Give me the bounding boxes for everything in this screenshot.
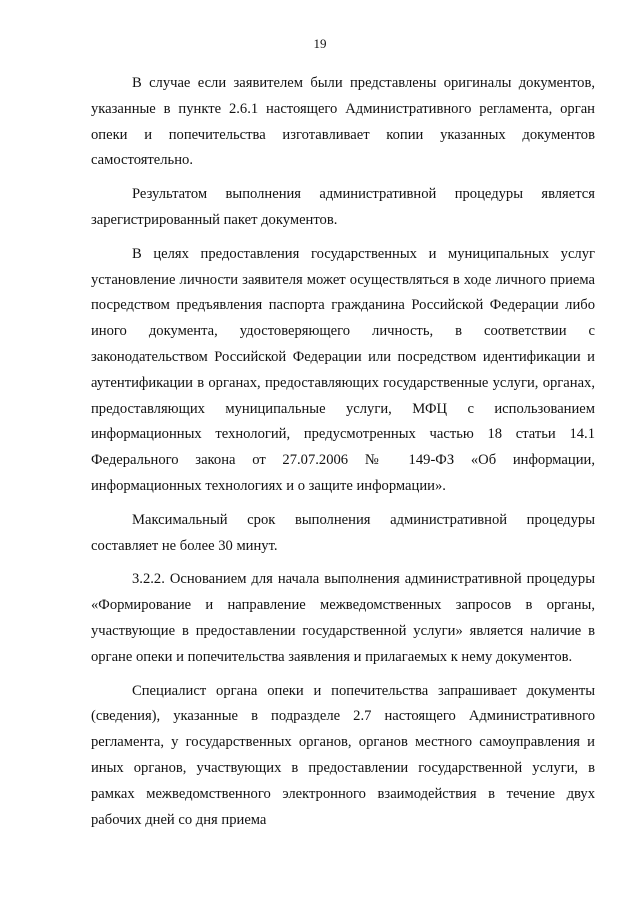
paragraph-interagency-requests: Специалист органа опеки и попечительства запрашивает документы (сведения), указанные в подразделе 2.7 настоящего Административного регламента, у государственных органов, органов местного самоуправления и иных органов, участвующих в предоставлении государственной услуги, в рамках межведомственного электронного взаимодействия в течение двух рабочих дней со дня приема [91,682,595,828]
paragraph-copies-of-originals: В случае если заявителем были представлены оригиналы документов, указанные в пункте 2.6.1 настоящего Административного регламента, орган опеки и попечительства изготавливает копии указанных документов самостоятельно. [91,75,595,169]
page-number: 19 [313,36,327,51]
paragraph-section-3-2-2: 3.2.2. Основанием для начала выполнения административной процедуры «Формирование и направление межведомственных запросов в органы, участвующие в предоставлении государственной услуги» является наличие в органе опеки и попечительства заявления и прилагаемых к нему документов. [91,571,595,665]
paragraph-identity-verification: В целях предоставления государственных и муниципальных услуг установление личности заявителя может осуществляться в ходе личного приема посредством предъявления паспорта гражданина Российской Федерации либо иного документа, удостоверяющего личность, в соответствии с законодательством Российской Федерации или посредством идентификации и аутентификации в органах, предоставляющих государственные услуги, органах, предоставляющих муниципальные услуги, МФЦ с использованием информационных технологий, предусмотренных частью 18 статьи 14.1 Федерального закона от 27.07.2006 № 149-ФЗ «Об информации, информационных технологиях и о защите информации». [91,245,595,494]
paragraph-max-duration: Максимальный срок выполнения административной процедуры составляет не более 30 минут. [91,511,595,554]
document-body [91,71,595,841]
paragraph-procedure-result: Результатом выполнения административной процедуры является зарегистрированный пакет документов. [91,186,595,228]
